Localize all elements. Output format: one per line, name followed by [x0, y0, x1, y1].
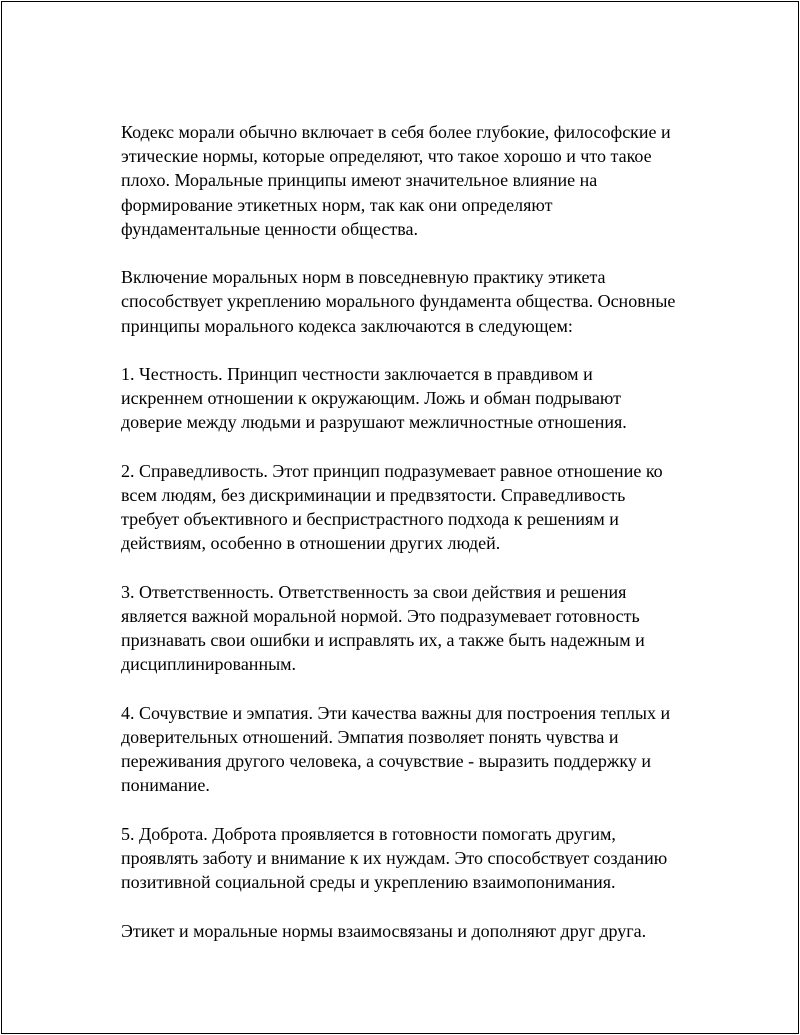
paragraph-conclusion: Этикет и моральные нормы взаимосвязаны и дополняют друг друга.: [121, 920, 647, 941]
list-item-responsibility: 3. Ответственность. Ответственность за свои действия и решения является важной моральной нормой. Это подразумевает готовность признавать свои ошибки и исправлять их, а также быть надежным и дисциплинированным.: [121, 581, 645, 675]
document-body: [121, 120, 721, 943]
document-page: [1, 1, 799, 1034]
list-item-justice: 2. Справедливость. Этот принцип подразумевает равное отношение ко всем людям, без дискриминации и предвзятости. Справедливость требует объективного и беспристрастного подхода к решениям и действиям, особенно в отношении других людей.: [121, 460, 663, 554]
list-item-kindness: 5. Доброта. Доброта проявляется в готовности помогать другим, проявлять заботу и внимание к их нуждам. Это способствует созданию позитивной социальной среды и укреплению взаимопонимания.: [121, 823, 668, 893]
paragraph-moral-norms-intro: Включение моральных норм в повседневную практику этикета способствует укреплению морального фундамента общества. Основные принципы морального кодекса заключаются в следующем:: [121, 267, 676, 336]
paragraph-morality-code: Кодекс морали обычно включает в себя более глубокие, философские и этические нормы, которые определяют, что такое хорошо и что такое плохо. Моральные принципы имеют значительное влияние на формирование этикетных норм, так как они определяют фундаментальные ценности общества.: [121, 122, 671, 239]
list-item-honesty: 1. Честность. Принцип честности заключается в правдивом и искреннем отношении к окружающим. Ложь и обман подрывают доверие между людьми и разрушают межличностные отношения.: [121, 364, 627, 433]
list-item-empathy: 4. Сочувствие и эмпатия. Эти качества важны для построения теплых и доверительных отношений. Эмпатия позволяет понять чувства и переживания другого человека, а сочувствие - выразить поддержку и понимание.: [121, 702, 671, 796]
